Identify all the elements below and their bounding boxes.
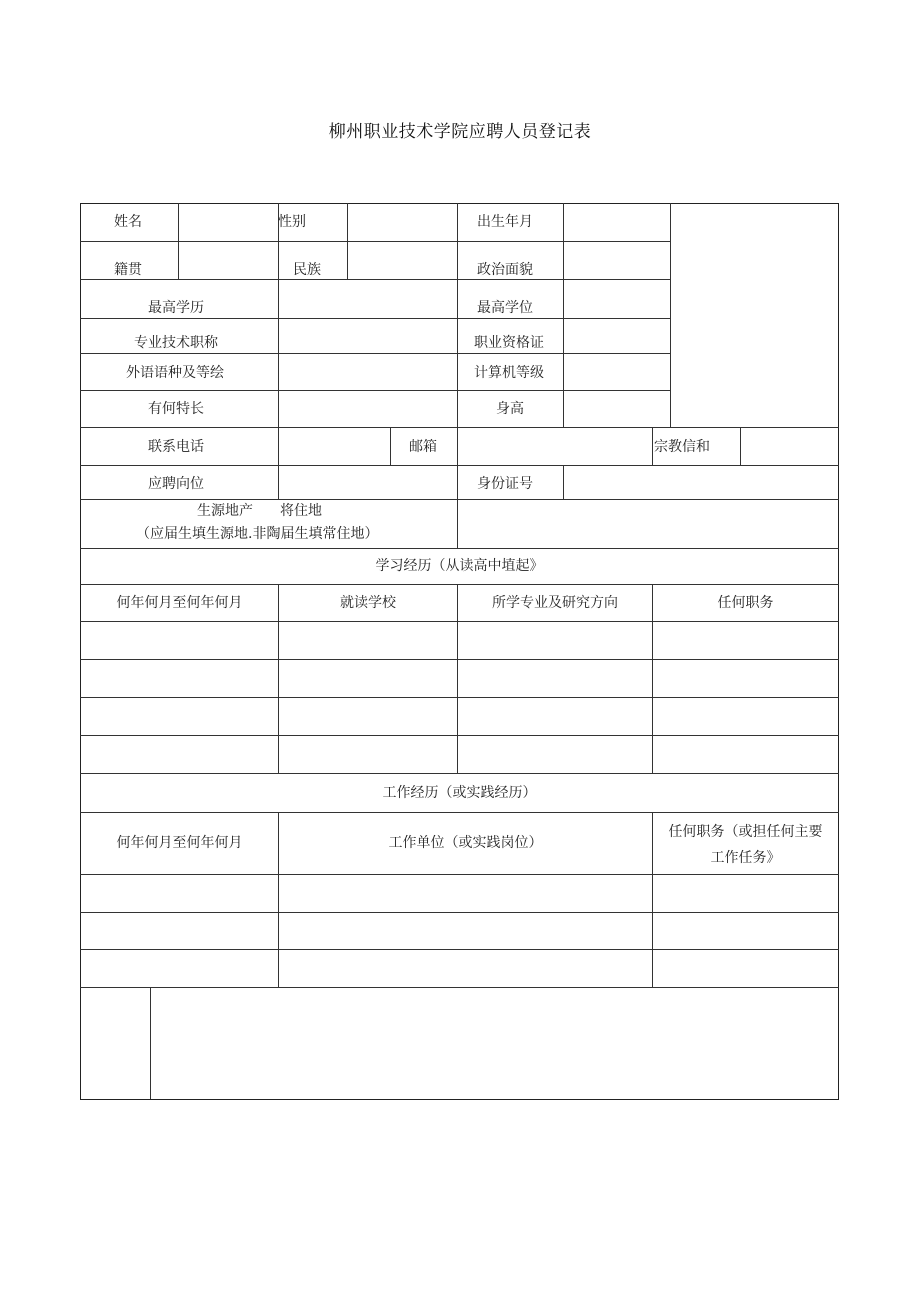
work-col-role: 任何职务（或担任何主要 bbox=[668, 824, 823, 840]
label-professional-title: 专业技术职称 bbox=[134, 335, 218, 351]
label-religion: 宗教信和 bbox=[654, 439, 710, 455]
label-specialty: 有何特长 bbox=[148, 401, 204, 417]
label-origin-note: （应届生填生源地.非陶届生填常住地） bbox=[136, 526, 379, 542]
page-title: 柳州职业技术学院应聘人员登记表 bbox=[328, 122, 592, 142]
label-gender: 性别 bbox=[278, 214, 306, 230]
label-phone: 联系电话 bbox=[148, 439, 204, 455]
label-foreign-language: 外语语种及等绘 bbox=[126, 365, 224, 381]
label-qualification-cert: 职业资格证 bbox=[474, 335, 544, 351]
work-history-heading: 工作经历（或实践经历） bbox=[382, 785, 537, 801]
study-col-period: 何年何月至何年何月 bbox=[116, 595, 243, 611]
label-political-status: 政治面貌 bbox=[477, 262, 533, 278]
label-residence: 将住地 bbox=[280, 503, 322, 519]
label-position-applied: 应聘向位 bbox=[148, 476, 204, 492]
label-id-number: 身份证号 bbox=[477, 476, 533, 492]
label-computer-level: 计算机等级 bbox=[474, 365, 544, 381]
work-col-period: 何年何月至何年何月 bbox=[116, 835, 243, 851]
label-name: 姓名 bbox=[114, 214, 142, 230]
label-highest-degree: 最高学位 bbox=[477, 300, 533, 316]
label-ethnicity: 民族 bbox=[293, 262, 321, 278]
study-col-position: 任何职务 bbox=[717, 595, 774, 611]
label-email: 邮箱 bbox=[409, 439, 437, 455]
study-col-major: 所学专业及研究方向 bbox=[492, 595, 618, 611]
work-col-unit: 工作单位（或实践岗位） bbox=[388, 835, 543, 851]
label-height: 身高 bbox=[496, 401, 524, 417]
label-origin: 生源地产 bbox=[197, 503, 253, 519]
study-history-heading: 学习经历（从读高中埴起》 bbox=[375, 558, 544, 574]
label-native-place: 籍贯 bbox=[114, 262, 142, 278]
study-col-school: 就读学校 bbox=[340, 595, 396, 611]
label-highest-education: 最高学历 bbox=[148, 300, 204, 316]
work-col-role-cont: 工作任务》 bbox=[710, 850, 781, 866]
label-birth: 出生年月 bbox=[477, 214, 533, 230]
